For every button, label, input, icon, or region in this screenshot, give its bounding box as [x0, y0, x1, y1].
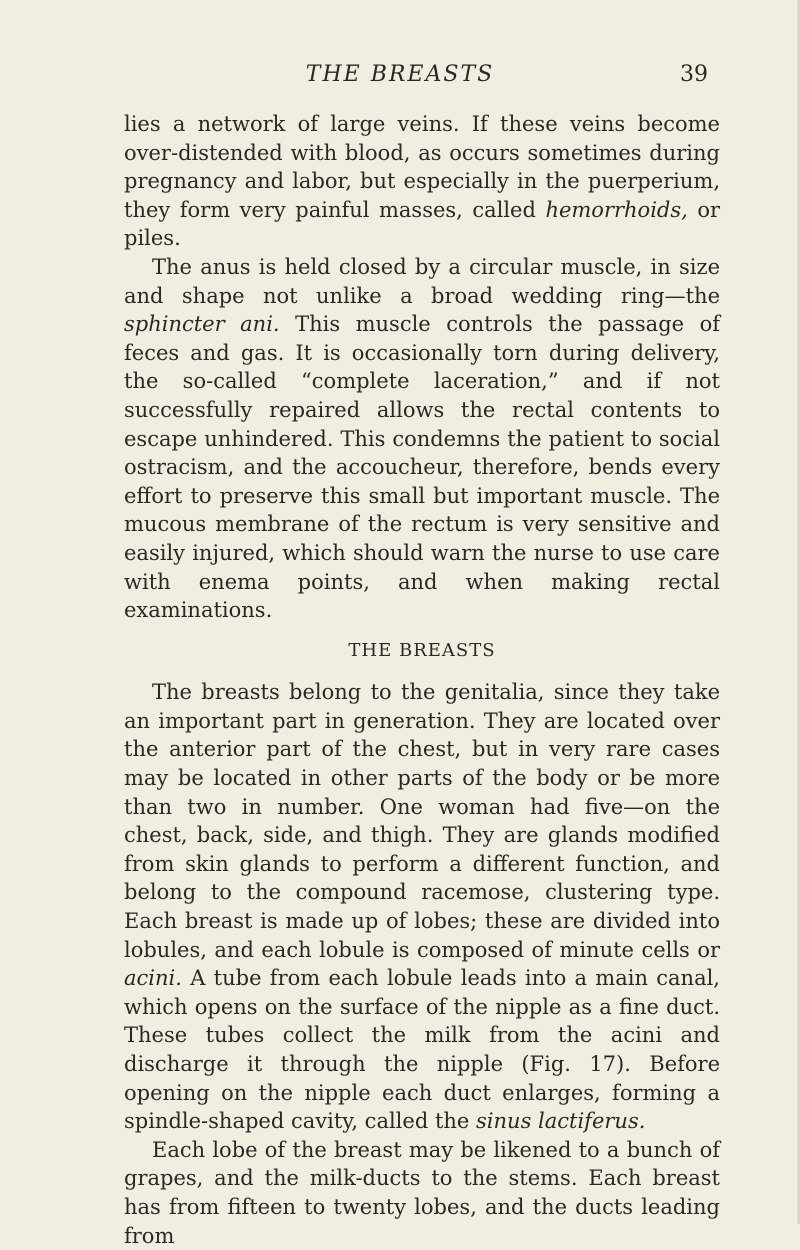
paragraph-anus-text-a: The anus is held closed by a circular muscle, in size and shape not unlike a broad wedding ring—the — [124, 254, 720, 308]
page-number: 39 — [680, 62, 708, 87]
term-sinus-lactiferus: sinus lactiferus. — [476, 1109, 646, 1134]
paragraph-veins — [124, 110, 720, 253]
running-head — [0, 58, 800, 92]
paragraph-anus-text-b: This muscle controls the passage of feces and gas. It is occasionally torn during delivery, the so-called “complete laceration,” and if not successfully repaired allows the rectal contents to escape unhindered. This condemns the patient to social ostracism, and the accoucheur, therefore, bends every effort to preserve this small but important muscle. The mucous membrane of the rectum is very sensitive and easily injured, which should warn the nurse to use care with enema points, and when making rectal examinations. — [124, 312, 720, 623]
paragraph-breasts — [124, 678, 720, 1136]
paragraph-veins-text: lies a network of large veins. If these veins become over-distended with blood, as occurs sometimes during pregnancy and labor, but especially in the puerperium, they form very painful masses, called — [124, 112, 720, 222]
paragraph-veins-end: or piles. — [124, 197, 720, 251]
term-hemorrhoids: hemorrhoids, — [545, 197, 688, 222]
paragraph-lobes: Each lobe of the breast may be likened to a bunch of grapes, and the milk-ducts to the stems. Each breast has from fifteen to twenty lobes, and the ducts leading from — [124, 1137, 720, 1248]
section-heading: THE BREASTS — [348, 639, 496, 661]
term-sphincter-ani: sphincter ani. — [124, 312, 280, 337]
running-title: THE BREASTS — [305, 62, 495, 87]
paragraph-breasts-text-b: A tube from each lobule leads into a main canal, which opens on the surface of the nipple as a fine duct. These tubes collect the milk from the acini and discharge it through the nipple (Fig. 17). Before opening on the nipple each duct enlarges, forming a spindle-shaped cavity, called the — [124, 966, 720, 1134]
paragraph-breasts-text-a: The breasts belong to the genitalia, since they take an important part in generation. They are located over the anterior part of the chest, but in very rare cases may be located in other parts of the body or be more than two in number. One woman had five—on the chest, back, side, and thigh. They are glands modified from skin glands to perform a different function, and belong to the compound racemose, clustering type. Each breast is made up of lobes; these are divided into lobules, and each lobule is composed of minute cells or — [124, 680, 720, 962]
body-text — [124, 110, 720, 1250]
term-acini: acini. — [124, 966, 182, 991]
paragraph-anus — [124, 253, 720, 625]
